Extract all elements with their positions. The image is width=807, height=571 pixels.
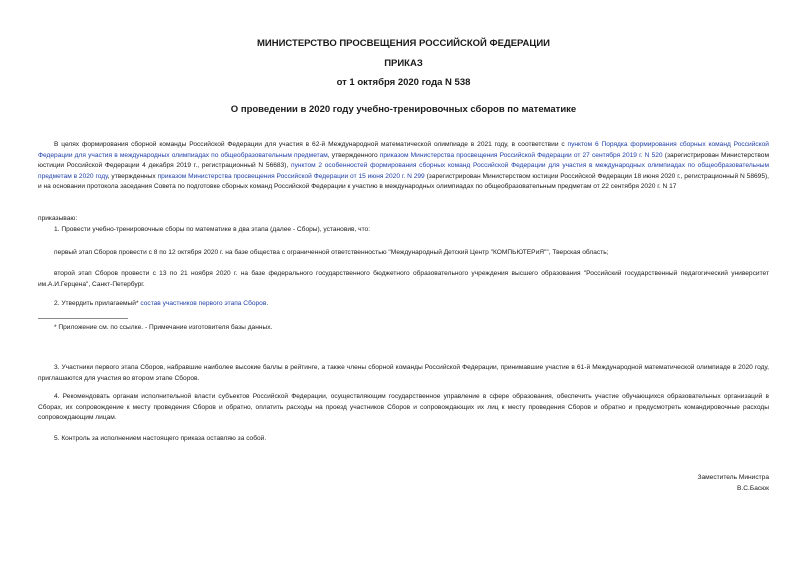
footnote: * Приложение см. по ссылке. - Примечание изготовителя базы данных. — [54, 324, 273, 331]
link-order-520[interactable]: приказом Министерства просвещения Российской Федерации от 27 сентября 2019 г. N 520 — [379, 151, 663, 159]
order-item-2 — [38, 299, 769, 310]
ministry-title: МИНИСТЕРСТВО ПРОСВЕЩЕНИЯ РОССИЙСКОЙ ФЕДЕРАЦИИ — [256, 38, 551, 49]
item-2-end: . — [266, 300, 269, 307]
intro-paragraph — [38, 140, 769, 193]
item-2-text: 2. Утвердить прилагаемый* — [54, 300, 141, 307]
intro-text-4: , утвержденных — [107, 172, 158, 180]
link-participants-list[interactable]: состав участников первого этапа Сборов — [140, 300, 267, 307]
link-order-299[interactable]: приказом Министерства просвещения Российской Федерации от 15 июня 2020 г. N 299 — [157, 172, 425, 180]
link-features-item-2[interactable]: пунктом 2 особенностей формирования сборных команд Российской Федерации для участия в международных олимпиадах по общеобразовательным предметам в 2020 году — [38, 162, 770, 180]
link-order-item-6[interactable]: пунктом 6 Порядка формирования сборных команд Российской Федерации для участия в международных олимпиадах по общеобразовательным предметам — [38, 141, 769, 159]
order-item-4: 4. Рекомендовать органам исполнительной власти субъектов Российской Федерации, осуществляющим государственное управление в сфере образования, обеспечить участие обучающихся образовательных организаций в Сборах, их сопровождение к месту проведения Сборов и обратно, оплатить расходы на проезд участников Сборов и сопровождающих их лиц к месту проведения Сборов и обратно и предусмотреть командировочные расходы сопровождающим лицам. — [38, 393, 769, 421]
signature-name: В.С.Басюк — [737, 485, 769, 492]
doc-type: ПРИКАЗ — [384, 58, 423, 69]
doc-date-number: от 1 октября 2020 года N 538 — [336, 77, 471, 88]
signature-position: Заместитель Министра — [697, 474, 769, 481]
doc-subject: О проведении в 2020 году учебно-тренировочных сборов по математике — [230, 104, 577, 115]
order-item-5: 5. Контроль за исполнением настоящего приказа оставляю за собой. — [54, 435, 267, 442]
orders-label: приказываю: — [38, 215, 78, 222]
order-item-3: 3. Участники первого этапа Сборов, набравшие наиболее высокие баллы в рейтинге, а также члены сборной команды Российской Федерации, принимавшие участие в 61-й Международной математической олимпиаде в 2020 году, приглашаются для участия во втором этапе Сборов. — [38, 364, 769, 382]
intro-text-5: (зарегистрирован Министерством юстиции Российской Федерации 18 июня 2020 г., регистрационный N 58695), и на основании протокола заседания Совета по подготовке сборных команд Российской Федерации к участию в международных олимпиадах по общеобразовательным предметам от 22 сентября 2020 г. N 17 — [38, 172, 770, 190]
order-item-1: 1. Провести учебно-тренировочные сборы по математике в два этапа (далее - Сборы), установив, что: — [54, 226, 371, 233]
footnote-divider — [38, 318, 128, 319]
stage-1-paragraph: первый этап Сборов провести с 8 по 12 октября 2020 г. на базе общества с ограниченной ответственностью "Международный Детский Центр "КОМПЬЮТЕРиЯ"", Тверская область; — [54, 249, 609, 256]
stage-2-paragraph: второй этап Сборов провести с 13 по 21 ноября 2020 г. на базе федерального государственного бюджетного образовательного учреждения высшего образования "Российский государственный педагогический университет им.А.И.Герцена", Санкт-Петербург. — [38, 270, 769, 288]
intro-text-2: , утвержденного — [327, 151, 380, 159]
intro-text-1: В целях формирования сборной команды Российской Федерации для участия в 62-й Международной математической олимпиаде в 2021 году, в соответствии с — [54, 141, 568, 148]
intro-text-3: (зарегистрирован Министерством юстиции Российской Федерации 4 декабря 2019 г., регистрационный N 56683), — [38, 151, 769, 169]
